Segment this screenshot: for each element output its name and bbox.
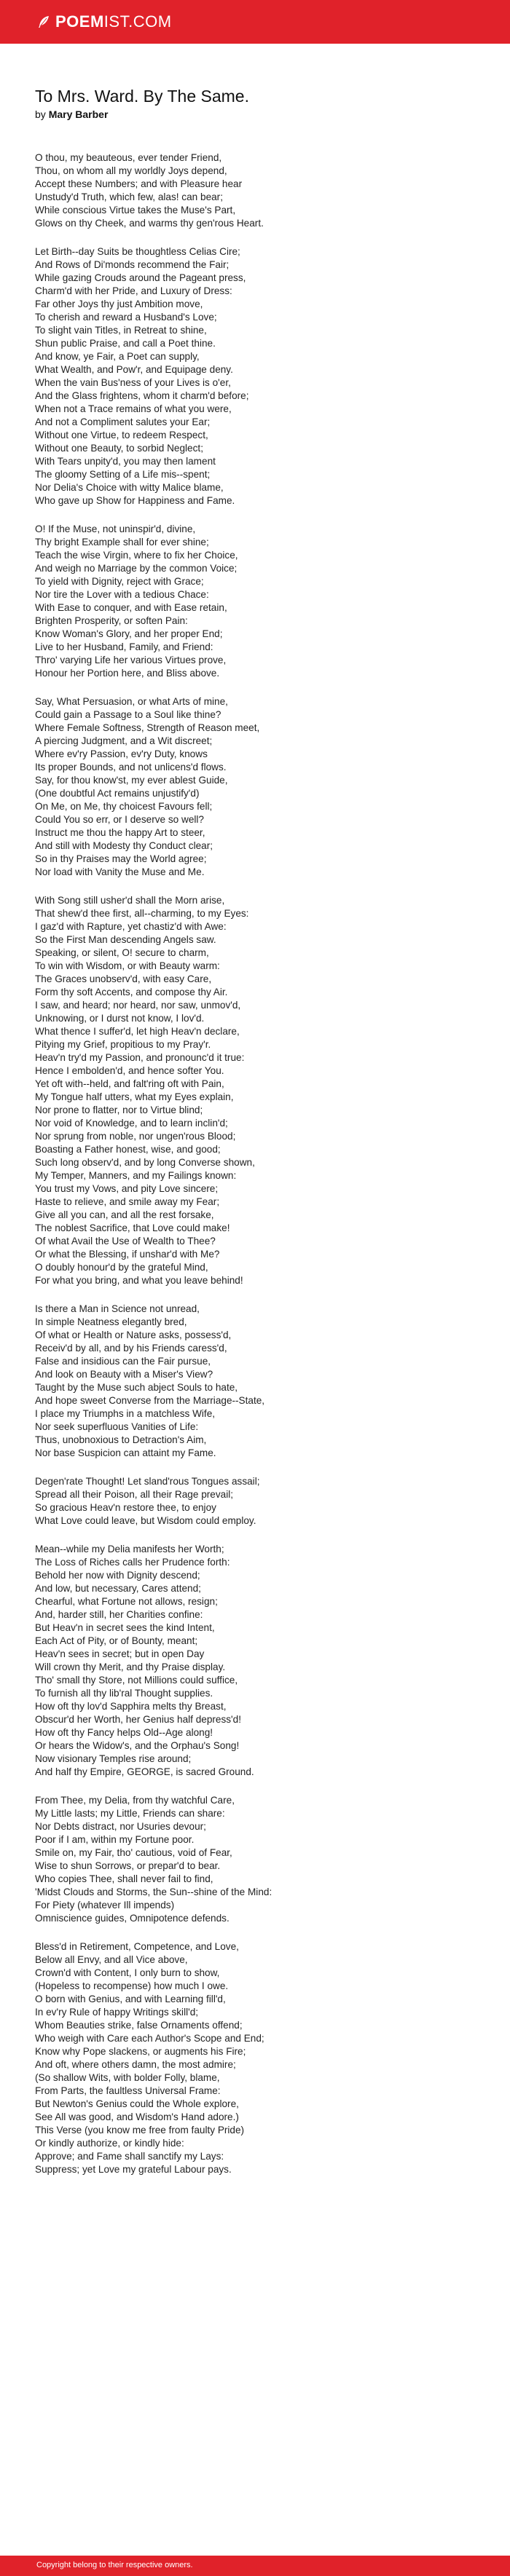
poem-line: How oft thy Fancy helps Old--Age along! xyxy=(35,1727,213,1738)
stanza xyxy=(35,523,479,680)
poem-line: O! If the Muse, not uninspir'd, divine, xyxy=(35,524,196,534)
poem-line: That shew'd thee first, all--charming, to my Eyes: xyxy=(35,908,249,919)
site-footer xyxy=(0,2556,510,2576)
poem-line: To furnish all thy lib'ral Thought supplies. xyxy=(35,1688,213,1699)
poem-line: What thence I suffer'd, let high Heav'n declare, xyxy=(35,1026,240,1037)
poem-line: Such long observ'd, and by long Converse shown, xyxy=(35,1157,255,1168)
poem-line: My Little lasts; my Little, Friends can share: xyxy=(35,1808,225,1819)
poem-line: 'Midst Clouds and Storms, the Sun--shine of the Mind: xyxy=(35,1886,272,1897)
poem-line: Form thy soft Accents, and compose thy Air. xyxy=(35,987,228,997)
poem-line: Could You so err, or I deserve so well? xyxy=(35,814,204,825)
poem-line: Thy bright Example shall for ever shine; xyxy=(35,537,209,548)
poem-line: Whom Beauties strike, false Ornaments offend; xyxy=(35,2020,243,2031)
poem-line: Will crown thy Merit, and thy Praise display. xyxy=(35,1662,226,1672)
poem-line: How oft thy lov'd Sapphira melts thy Breast, xyxy=(35,1701,227,1712)
poem-line: Accept these Numbers; and with Pleasure hear xyxy=(35,178,243,189)
poem-line: O born with Genius, and with Learning fill'd, xyxy=(35,1994,226,2004)
poem-line: I saw, and heard; nor heard, nor saw, unmov'd, xyxy=(35,1000,241,1011)
by-label: by xyxy=(35,108,46,120)
stanza xyxy=(35,1303,479,1460)
poem-line: Far other Joys thy just Ambition move, xyxy=(35,299,203,309)
poem-line: When not a Trace remains of what you were, xyxy=(35,403,232,414)
poem-line: Say, What Persuasion, or what Arts of mine, xyxy=(35,696,228,707)
stanza xyxy=(35,1543,479,1779)
poem-line: The Graces unobserv'd, with easy Care, xyxy=(35,973,212,984)
poem-line: With Ease to conquer, and with Ease retain, xyxy=(35,602,227,613)
poem-line: Heav'n sees in secret; but in open Day xyxy=(35,1648,205,1659)
poem-line: Of what Avail the Use of Wealth to Thee? xyxy=(35,1236,216,1246)
poem-line: Heav'n try'd my Passion, and pronounc'd it true: xyxy=(35,1052,245,1063)
poem-line: (One doubtful Act remains unjustify'd) xyxy=(35,788,200,799)
poem-line: Suppress; yet Love my grateful Labour pays. xyxy=(35,2164,232,2175)
poem-line: Tho' small thy Store, not Millions could suffice, xyxy=(35,1675,238,1686)
poem-line: Let Birth--day Suits be thoughtless Celias Cire; xyxy=(35,246,240,257)
poem-line: When the vain Bus'ness of your Lives is o'er, xyxy=(35,377,231,388)
byline xyxy=(35,108,479,121)
poem-line: Bless'd in Retirement, Competence, and Love, xyxy=(35,1941,239,1952)
poem-line: For what you bring, and what you leave behind! xyxy=(35,1275,243,1286)
poem-line: Or what the Blessing, if unshar'd with Me? xyxy=(35,1249,220,1260)
poem-line: And low, but necessary, Cares attend; xyxy=(35,1583,201,1594)
poem-line: What Love could leave, but Wisdom could employ. xyxy=(35,1515,256,1526)
poem-line: Receiv'd by all, and by his Friends caress'd, xyxy=(35,1343,227,1354)
poem-line: Hence I embolden'd, and hence softer You. xyxy=(35,1065,224,1076)
logo-text-bold: POEM xyxy=(55,12,104,31)
poem-line: Thou, on whom all my worldly Joys depend, xyxy=(35,165,227,176)
poem-line: Smile on, my Fair, tho' cautious, void of Fear, xyxy=(35,1847,232,1858)
poem-line: The noblest Sacrifice, that Love could make! xyxy=(35,1222,230,1233)
poem-line: Could gain a Passage to a Soul like thine? xyxy=(35,709,221,720)
poem-line: Pitying my Grief, propitious to my Pray'r. xyxy=(35,1039,211,1050)
poem-line: Glows on thy Cheek, and warms thy gen'rous Heart. xyxy=(35,218,264,229)
poem-line: Nor prone to flatter, nor to Virtue blind; xyxy=(35,1105,203,1115)
poem-line: Spread all their Poison, all their Rage prevail; xyxy=(35,1489,234,1500)
poem-line: And Rows of Di'monds recommend the Fair; xyxy=(35,259,230,270)
poem-line: Nor base Suspicion can attaint my Fame. xyxy=(35,1447,216,1458)
stanza xyxy=(35,1940,479,2176)
poem-line: Approve; and Fame shall sanctify my Lays: xyxy=(35,2151,224,2162)
poem-line: Live to her Husband, Family, and Friend: xyxy=(35,641,213,652)
poem-line: Behold her now with Dignity descend; xyxy=(35,1570,200,1581)
author-link[interactable]: Mary Barber xyxy=(48,108,109,120)
poem-line: And, harder still, her Charities confine: xyxy=(35,1609,203,1620)
poem-line: O doubly honour'd by the grateful Mind, xyxy=(35,1262,208,1273)
site-logo[interactable] xyxy=(36,12,172,32)
poem-line: To win with Wisdom, or with Beauty warm: xyxy=(35,960,220,971)
poem-line: Teach the wise Virgin, where to fix her Choice, xyxy=(35,550,238,561)
poem-line: False and insidious can the Fair pursue, xyxy=(35,1356,211,1367)
poem-line: Instruct me thou the happy Art to steer, xyxy=(35,827,205,838)
poem-line: Shun public Praise, and call a Poet thine. xyxy=(35,338,216,349)
poem-line: (So shallow Wits, with bolder Folly, blame, xyxy=(35,2072,220,2083)
poem-line: Where ev'ry Passion, ev'ry Duty, knows xyxy=(35,748,208,759)
poem-line: My Tongue half utters, what my Eyes explain, xyxy=(35,1091,234,1102)
poem-line: And still with Modesty thy Conduct clear; xyxy=(35,840,213,851)
poem-line: Yet oft with--held, and falt'ring oft with Pain, xyxy=(35,1078,224,1089)
poem-line: But Heav'n in secret sees the kind Intent, xyxy=(35,1622,215,1633)
poem-content xyxy=(35,86,479,2192)
poem-line: I gaz'd with Rapture, yet chastiz'd with Awe: xyxy=(35,921,227,932)
poem-line: Below all Envy, and all Vice above, xyxy=(35,1954,188,1965)
poem-line: For Piety (whatever Ill impends) xyxy=(35,1900,175,1911)
poem-line: From Parts, the faultless Universal Frame: xyxy=(35,2085,221,2096)
poem-line: Wise to shun Sorrows, or prepar'd to bear. xyxy=(35,1860,221,1871)
poem-line: The Loss of Riches calls her Prudence forth: xyxy=(35,1557,230,1568)
poem-line: And not a Compliment salutes your Ear; xyxy=(35,416,211,427)
feather-icon xyxy=(36,15,51,29)
poem-line: Who weigh with Care each Author's Scope and End; xyxy=(35,2033,264,2044)
poem-line: You trust my Vows, and pity Love sincere; xyxy=(35,1183,219,1194)
poem-line: Thro' varying Life her various Virtues prove, xyxy=(35,655,227,665)
poem-title: To Mrs. Ward. By The Same. xyxy=(35,87,249,106)
poem-line: The gloomy Setting of a Life mis--spent; xyxy=(35,469,211,480)
poem-line: I place my Triumphs in a matchless Wife, xyxy=(35,1408,216,1419)
poem-line: Without one Virtue, to redeem Respect, xyxy=(35,430,208,440)
poem-line: Obscur'd her Worth, her Genius half depress'd! xyxy=(35,1714,241,1725)
poem-line: And look on Beauty with a Miser's View? xyxy=(35,1369,213,1380)
poem-line: A piercing Judgment, and a Wit discreet; xyxy=(35,735,213,746)
poem-line: In ev'ry Rule of happy Writings skill'd; xyxy=(35,2007,199,2018)
poem-line: In simple Neatness elegantly bred, xyxy=(35,1316,187,1327)
poem-line: To cherish and reward a Husband's Love; xyxy=(35,312,217,323)
poem-line: Nor tire the Lover with a tedious Chace: xyxy=(35,589,209,600)
poem-line: Boasting a Father honest, wise, and good; xyxy=(35,1144,221,1155)
poem-line: (Hopeless to recompense) how much I owe. xyxy=(35,1980,229,1991)
poem-line: Know Woman's Glory, and her proper End; xyxy=(35,628,223,639)
poem-line: What Wealth, and Pow'r, and Equipage deny. xyxy=(35,364,233,375)
poem-line: Nor seek superfluous Vanities of Life: xyxy=(35,1421,199,1432)
poem-line: Chearful, what Fortune not allows, resign; xyxy=(35,1596,218,1607)
poem-line: Or kindly authorize, or kindly hide: xyxy=(35,2138,184,2149)
poem-line: Say, for thou know'st, my ever ablest Guide, xyxy=(35,775,228,786)
poem-line: And half thy Empire, GEORGE, is sacred Ground. xyxy=(35,1766,254,1777)
poem-line: Nor void of Knowledge, and to learn inclin'd; xyxy=(35,1118,228,1129)
poem-line: Nor sprung from noble, nor ungen'rous Blood; xyxy=(35,1131,236,1142)
poem-line: Taught by the Muse such abject Souls to hate, xyxy=(35,1382,238,1393)
poem-line: While conscious Virtue takes the Muse's Part, xyxy=(35,205,236,216)
poem-line: Omniscience guides, Omnipotence defends. xyxy=(35,1913,230,1924)
poem-line: But Newton's Genius could the Whole explore, xyxy=(35,2098,239,2109)
poem-line: Is there a Man in Science not unread, xyxy=(35,1303,200,1314)
poem-line: Brighten Prosperity, or soften Pain: xyxy=(35,615,188,626)
poem-line: So in thy Praises may the World agree; xyxy=(35,853,207,864)
poem-line: Crown'd with Content, I only burn to show, xyxy=(35,1967,220,1978)
poem-line: This Verse (you know me free from faulty Pride) xyxy=(35,2125,245,2136)
stanza xyxy=(35,894,479,1287)
poem-line: Unstudy'd Truth, which few, alas! can bear; xyxy=(35,191,223,202)
poem-line: Nor Delia's Choice with witty Malice blame, xyxy=(35,482,224,493)
poem-line: My Temper, Manners, and my Failings known: xyxy=(35,1170,237,1181)
poem-line: And the Glass frightens, whom it charm'd before; xyxy=(35,390,249,401)
poem-line: And weigh no Marriage by the common Voice; xyxy=(35,563,238,574)
poem-line: Unknowing, or I durst not know, I lov'd. xyxy=(35,1013,205,1024)
poem-line: Of what or Health or Nature asks, possess'd, xyxy=(35,1330,232,1340)
poem-line: Where Female Softness, Strength of Reason meet, xyxy=(35,722,260,733)
poem-line: Haste to relieve, and smile away my Fear; xyxy=(35,1196,220,1207)
site-header xyxy=(0,0,510,44)
poem-line: See All was good, and Wisdom's Hand adore.) xyxy=(35,2111,239,2122)
poem-line: To slight vain Titles, in Retreat to shine, xyxy=(35,325,207,336)
poem-line: While gazing Crouds around the Pageant press, xyxy=(35,272,246,283)
copyright-text: Copyright belong to their respective owners. xyxy=(36,2561,193,2569)
poem-line: Give all you can, and all the rest forsake, xyxy=(35,1209,214,1220)
poem-line: Each Act of Pity, or of Bounty, meant; xyxy=(35,1635,198,1646)
poem-line: Honour her Portion here, and Bliss above. xyxy=(35,668,220,679)
poem-line: Who copies Thee, shall never fail to find, xyxy=(35,1873,213,1884)
poem-line: Now visionary Temples rise around; xyxy=(35,1753,192,1764)
poem-line: Poor if I am, within my Fortune poor. xyxy=(35,1834,195,1845)
poem-line: Who gave up Show for Happiness and Fame. xyxy=(35,495,235,506)
stanza xyxy=(35,245,479,507)
stanza xyxy=(35,151,479,230)
poem-line: Its proper Bounds, and not unlicens'd flows. xyxy=(35,762,227,773)
logo-text-light: IST.COM xyxy=(103,12,172,31)
poem-line: Mean--while my Delia manifests her Worth; xyxy=(35,1544,224,1554)
poem-line: Know why Pope slackens, or augments his Fire; xyxy=(35,2046,246,2057)
poem-line: Speaking, or silent, O! secure to charm, xyxy=(35,947,209,958)
stanza xyxy=(35,1475,479,1528)
poem-line: Degen'rate Thought! Let sland'rous Tongues assail; xyxy=(35,1476,260,1487)
poem-line: O thou, my beauteous, ever tender Friend, xyxy=(35,152,222,163)
poem-line: Charm'd with her Pride, and Luxury of Dress: xyxy=(35,285,232,296)
poem-body xyxy=(35,151,479,2176)
poem-line: On Me, on Me, thy choicest Favours fell; xyxy=(35,801,213,812)
poem-line: And oft, where others damn, the most admire; xyxy=(35,2059,236,2070)
poem-line: Thus, unobnoxious to Detraction's Aim, xyxy=(35,1434,207,1445)
poem-line: With Tears unpity'd, you may then lament xyxy=(35,456,216,467)
poem-line: Nor Debts distract, nor Usuries devour; xyxy=(35,1821,206,1832)
poem-line: Or hears the Widow's, and the Orphau's Song! xyxy=(35,1740,240,1751)
poem-line: With Song still usher'd shall the Morn arise, xyxy=(35,895,225,906)
poem-line: And know, ye Fair, a Poet can supply, xyxy=(35,351,200,362)
poem-line: So the First Man descending Angels saw. xyxy=(35,934,216,945)
poem-line: Nor load with Vanity the Muse and Me. xyxy=(35,866,205,877)
poem-line: To yield with Dignity, reject with Grace; xyxy=(35,576,204,587)
poem-line: Without one Beauty, to sorbid Neglect; xyxy=(35,443,203,454)
poem-line: And hope sweet Converse from the Marriage--State, xyxy=(35,1395,265,1406)
poem-line: So gracious Heav'n restore thee, to enjoy xyxy=(35,1502,216,1513)
poem-line: From Thee, my Delia, from thy watchful Care, xyxy=(35,1795,235,1806)
stanza xyxy=(35,1794,479,1925)
stanza xyxy=(35,695,479,879)
